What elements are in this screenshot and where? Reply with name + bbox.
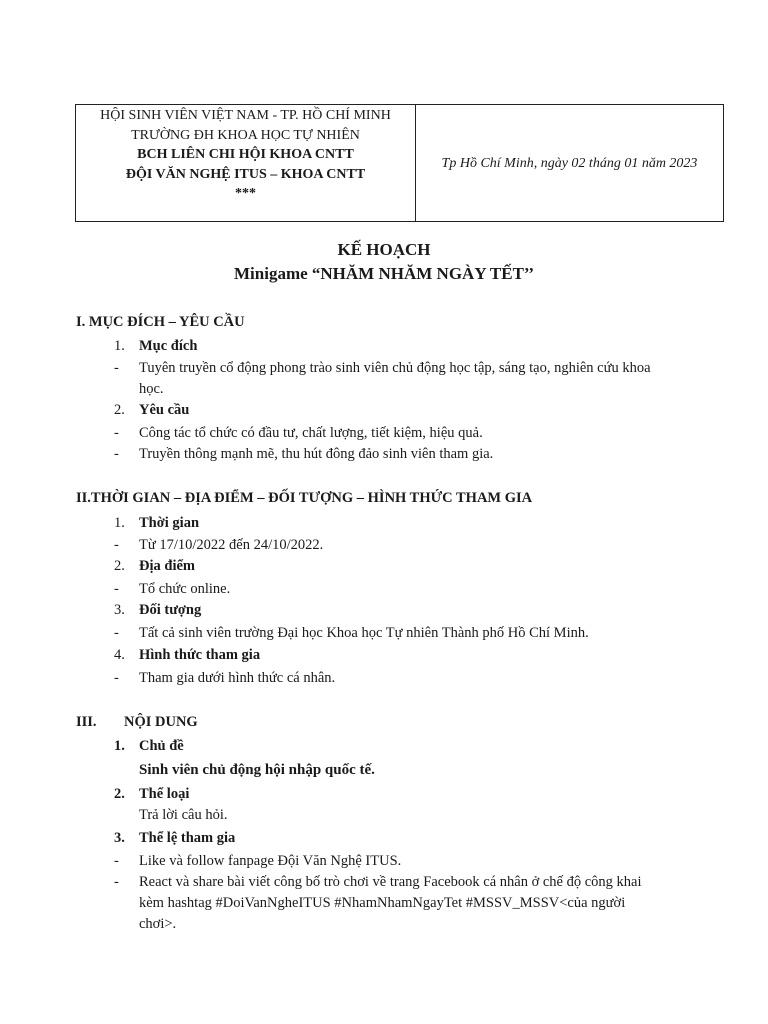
list-item: - Công tác tổ chức có đầu tư, chất lượng, tiết kiệm, hiệu quả.	[114, 425, 483, 441]
list-item: - React và share bài viết công bố trò chơi về trang Facebook cá nhân ở chế độ công khai kèm hashtag #DoiVanNgheITUS #NhamNhamNgayTet #MSSV_MSSV<của người chơi>.	[114, 874, 642, 932]
date-block	[416, 105, 723, 221]
org-line-3: BCH LIÊN CHI HỘI KHOA CNTT	[137, 147, 354, 162]
document-title: KẾ HOẠCH	[337, 240, 431, 259]
section-2-sub-4: 4. Hình thức tham gia	[114, 647, 261, 663]
org-line-4: ĐỘI VĂN NGHỆ ITUS – KHOA CNTT	[125, 166, 366, 182]
section-3-sub-1: 1. Chủ đề	[114, 738, 184, 754]
organization-block	[76, 105, 416, 221]
theme-text: Sinh viên chủ động hội nhập quốc tế.	[139, 762, 375, 778]
org-stars: ***	[235, 186, 256, 201]
list-item: - Tham gia dưới hình thức cá nhân.	[114, 670, 336, 686]
header-table	[75, 104, 724, 222]
section-1-heading: I. MỤC ĐÍCH – YÊU CẦU	[76, 314, 245, 330]
section-3-sub-3: 3. Thể lệ tham gia	[114, 830, 236, 846]
section-2-sub-1: 1. Thời gian	[114, 515, 200, 531]
list-item: - Truyền thông mạnh mẽ, thu hút đông đảo sinh viên tham gia.	[114, 446, 494, 462]
section-3-heading: III. NỘI DUNG	[76, 714, 198, 730]
date-line: Tp Hồ Chí Minh, ngày 02 tháng 01 năm 2023	[441, 156, 698, 171]
title-block	[0, 238, 768, 286]
list-item: - Like và follow fanpage Đội Văn Nghệ ITUS.	[114, 853, 402, 869]
list-item: - Tất cả sinh viên trường Đại học Khoa học Tự nhiên Thành phố Hồ Chí Minh.	[114, 625, 589, 641]
section-1-sub-2: 2. Yêu cầu	[114, 402, 190, 418]
section-2-sub-3: 3. Đối tượng	[114, 602, 202, 618]
genre-text: Trả lời câu hỏi.	[139, 807, 228, 823]
section-1-sub-1: 1. Mục đích	[114, 338, 198, 354]
section-2-heading: II.THỜI GIAN – ĐỊA ĐIỂM – ĐỐI TƯỢNG – HÌNH THỨC THAM GIA	[76, 490, 533, 506]
list-item: - Tổ chức online.	[114, 581, 231, 597]
list-item: - Tuyên truyền cổ động phong trào sinh viên chủ động học tập, sáng tạo, nghiên cứu khoa học.	[114, 360, 651, 397]
document-subtitle: Minigame “NHĂM NHĂM NGÀY TẾT’’	[234, 264, 534, 283]
list-item: - Từ 17/10/2022 đến 24/10/2022.	[114, 537, 324, 553]
section-2-sub-2: 2. Địa điểm	[114, 558, 195, 574]
org-line-2: TRƯỜNG ĐH KHOA HỌC TỰ NHIÊN	[131, 127, 360, 143]
section-3-sub-2: 2. Thể loại	[114, 786, 190, 802]
org-line-1: HỘI SINH VIÊN VIỆT NAM - TP. HỒ CHÍ MINH	[100, 108, 391, 123]
